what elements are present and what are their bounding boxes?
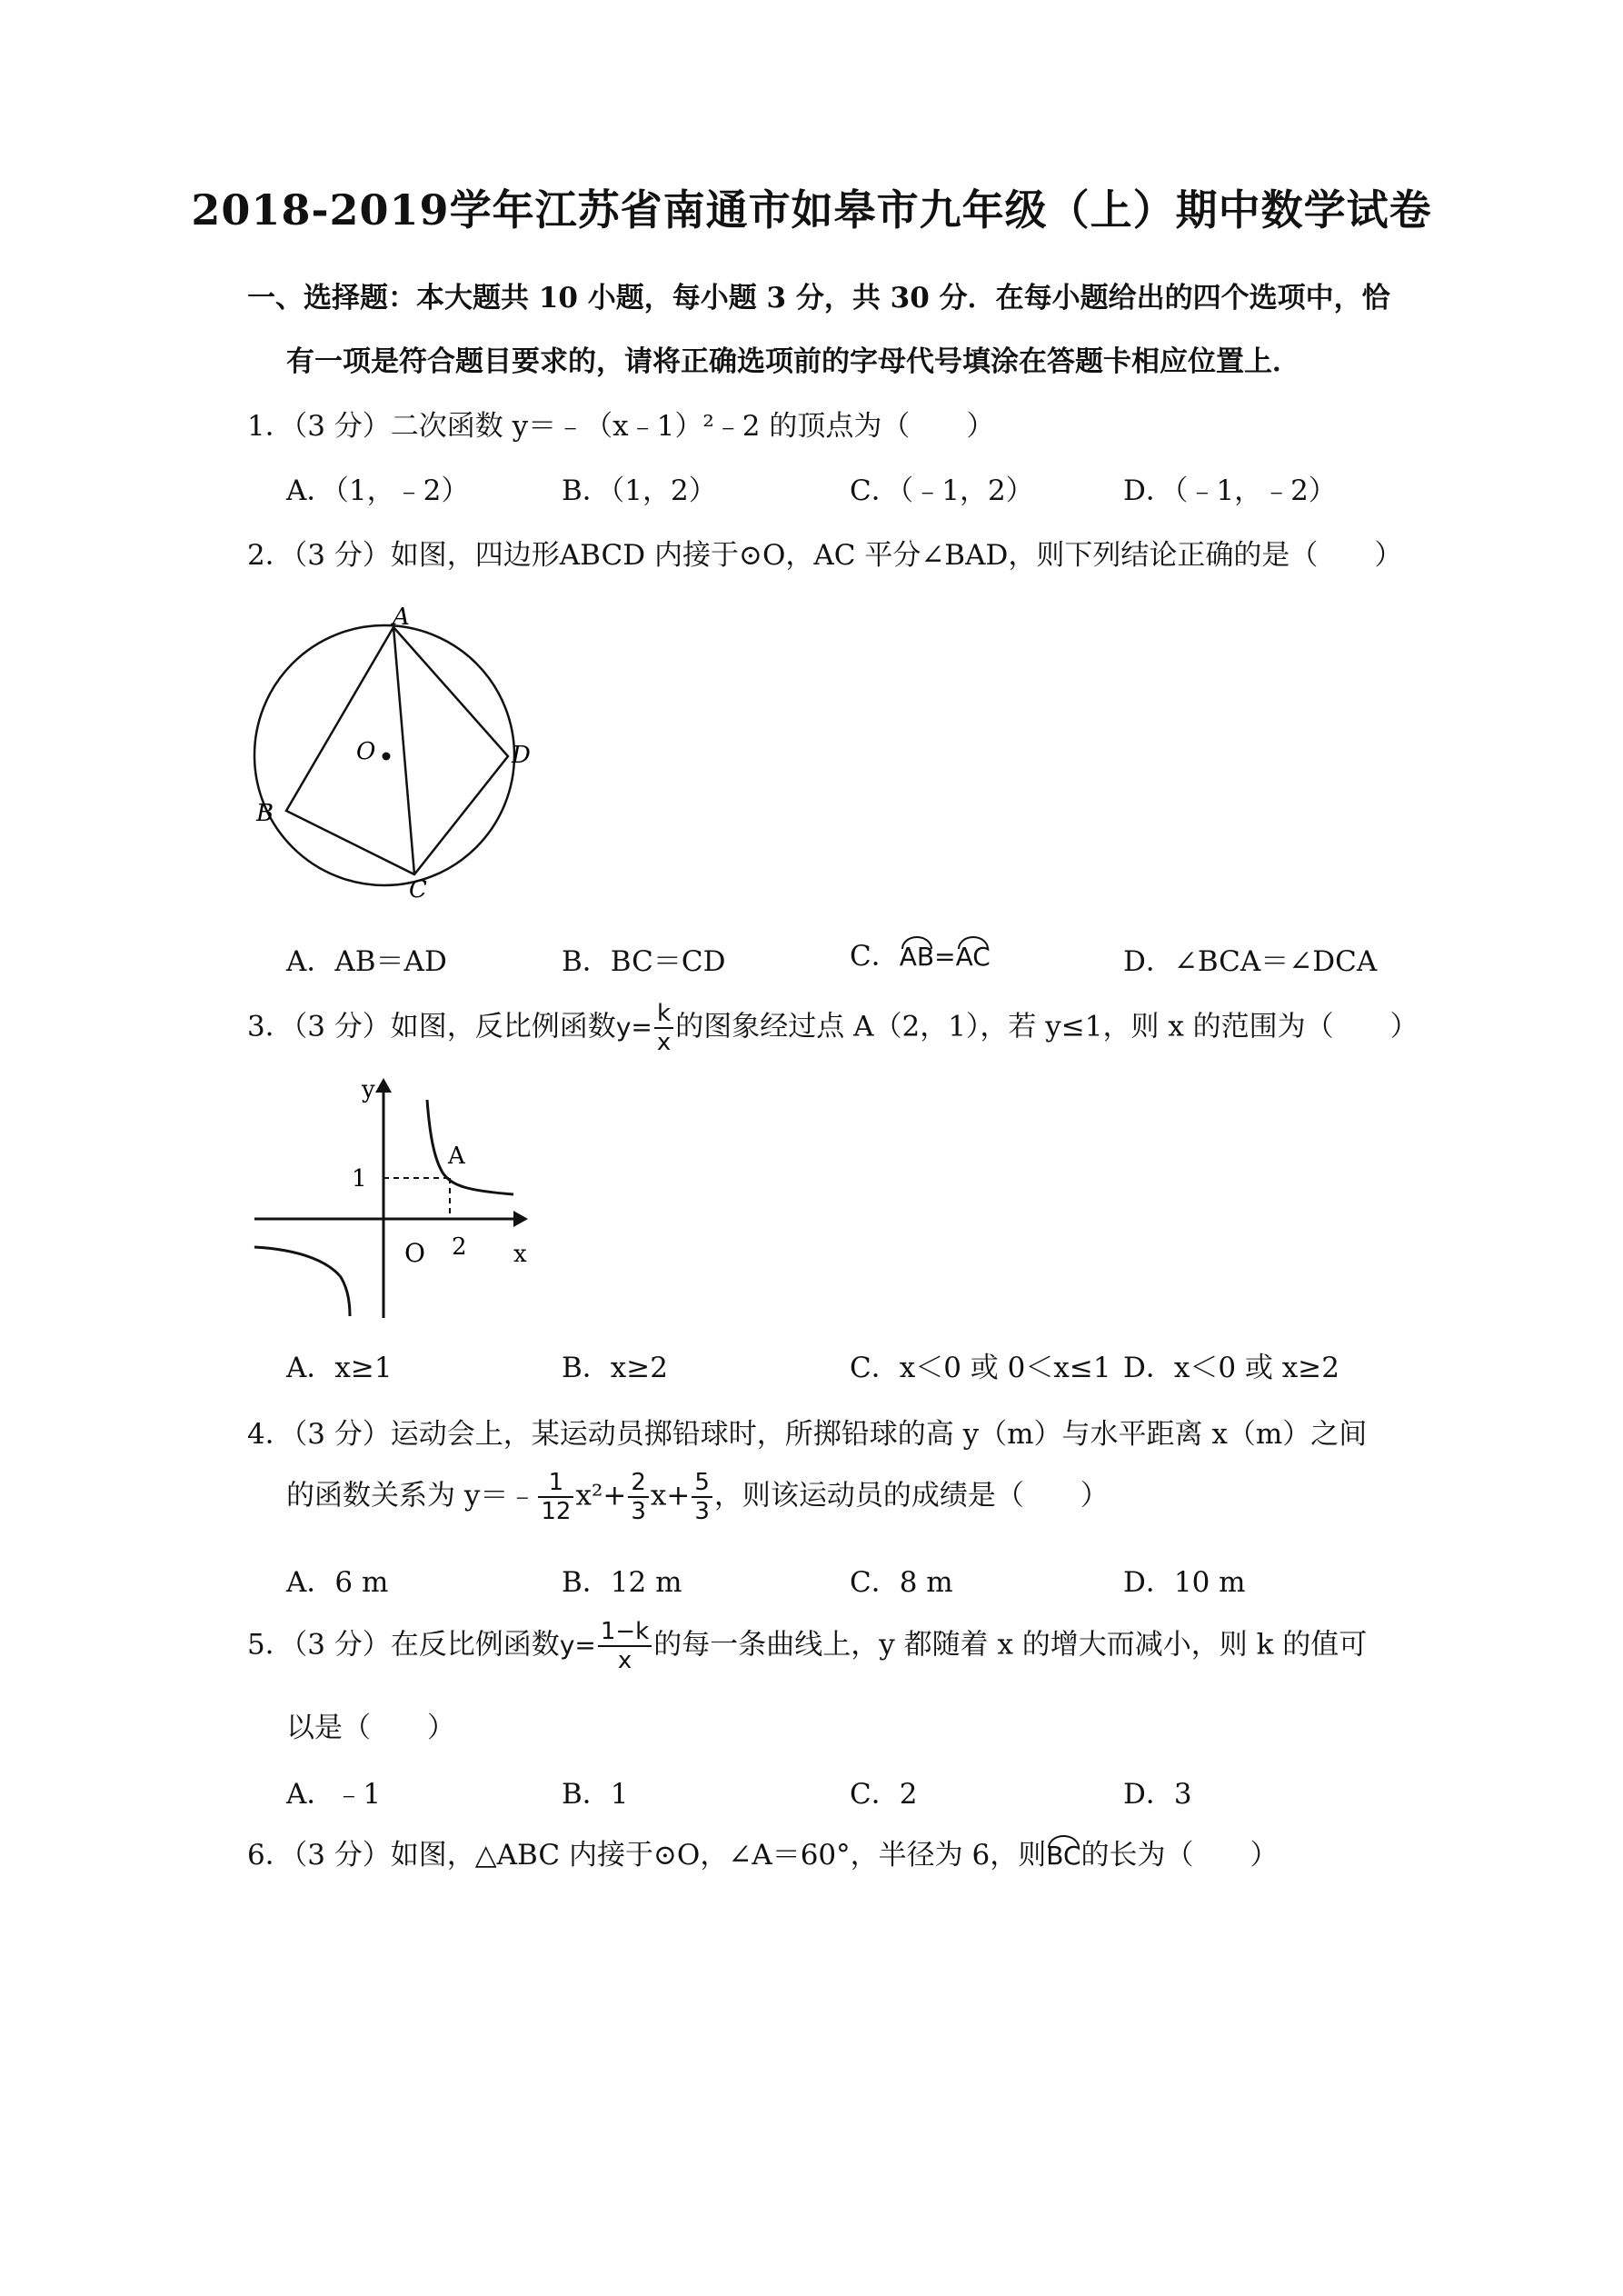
q3-option-c: C．x＜0 或 0＜x≤1	[850, 1352, 1111, 1384]
label-d: D	[512, 742, 531, 769]
fraction-k-over-x: $\frac{k}{x}$	[654, 1000, 673, 1056]
page-title: 2018-2019学年江苏省南通市如皋市九年级（上）期中数学试卷	[191, 185, 1432, 235]
q3-graph-figure	[250, 1073, 541, 1323]
q2-stem: 2．（3 分）如图，四边形ABCD 内接于⊙O，AC 平分∠BAD，则下列结论正确的是（ ）	[247, 539, 1403, 572]
q1-option-c: C．（﹣1，2）	[850, 474, 1034, 507]
origin-label: O	[404, 1238, 425, 1268]
q2-circle-figure	[245, 595, 545, 909]
tick-label-1: 1	[352, 1165, 367, 1193]
label-o: O	[356, 738, 376, 765]
q2-option-c: C．AB=AC	[850, 933, 991, 973]
q3-stem: 3．（3 分）如图，反比例函数y= $\frac{k}{x}$ 的图象经过点 A（2，1），若 y≤1，则 x 的范围为（ ）	[247, 1000, 1419, 1056]
q2-option-d: D．∠BCA＝∠DCA	[1123, 945, 1378, 978]
section-heading-line1: 一、选择题：本大题共 10 小题，每小题 3 分，共 30 分．在每小题给出的四个选项中，恰	[247, 282, 1390, 314]
y-axis-arrow	[375, 1078, 392, 1093]
label-b: B	[256, 800, 274, 827]
q4-option-b: B．12 m	[562, 1566, 682, 1599]
arc-ac: AC	[956, 936, 991, 972]
fraction-2-3: $\frac{2}{3}$	[628, 1469, 649, 1525]
q4-line2: 的函数关系为 y＝﹣ $\frac{1}{12}$ x²+ $\frac{2}{3}$ x+ $\frac{5}{3}$ ，则该运动员的成绩是（ ）	[286, 1469, 1109, 1525]
diagonal-ac	[393, 627, 414, 874]
x-axis-arrow	[513, 1211, 528, 1227]
fraction-1-12: $\frac{1}{12}$	[538, 1469, 573, 1525]
label-c: C	[409, 876, 427, 903]
q4-option-d: D．10 m	[1123, 1566, 1246, 1599]
q3-option-a: A．x≥1	[286, 1352, 393, 1384]
q2-option-b: B．BC＝CD	[562, 945, 726, 978]
q5-option-b: B．1	[562, 1778, 629, 1811]
q1-option-a: A．（1，﹣2）	[286, 474, 470, 507]
arc-bc: BC	[1046, 1835, 1080, 1871]
center-point	[383, 753, 391, 761]
label-a: A	[393, 604, 410, 631]
q6-stem: 6．（3 分）如图，△ABC 内接于⊙O，∠A＝60°，半径为 6，则BC的长为（ ）	[247, 1832, 1279, 1872]
section-heading-line2: 有一项是符合题目要求的，请将正确选项前的字母代号填涂在答题卡相应位置上．	[286, 345, 1300, 378]
x-axis-label: x	[513, 1241, 527, 1268]
hyperbola-branch-left	[254, 1247, 350, 1316]
q5-option-a: A．﹣1	[286, 1778, 382, 1811]
q4-option-a: A．6 m	[286, 1566, 389, 1599]
tick-label-2: 2	[452, 1233, 467, 1261]
hyperbola-branch-right	[427, 1100, 513, 1194]
point-a-label: A	[448, 1143, 465, 1170]
q4-option-c: C．8 m	[850, 1566, 953, 1599]
q3-option-b: B．x≥2	[562, 1352, 668, 1384]
y-axis-label: y	[362, 1076, 375, 1103]
arc-ab: AB	[900, 936, 934, 972]
q5-option-c: C．2	[850, 1778, 918, 1811]
q3-option-d: D．x＜0 或 x≥2	[1123, 1352, 1339, 1384]
fraction-1-minus-k-over-x: $\frac{1-k}{x}$	[598, 1618, 652, 1674]
q4-line1: 4．（3 分）运动会上，某运动员掷铅球时，所掷铅球的高 y（m）与水平距离 x（m）之间	[247, 1418, 1368, 1451]
q1-option-d: D．（﹣1，﹣2）	[1123, 474, 1337, 507]
q2-option-a: A．AB＝AD	[286, 945, 447, 978]
q5-line2: 以是（ ）	[286, 1712, 455, 1744]
q1-stem: 1．（3 分）二次函数 y＝﹣（x﹣1）²﹣2 的顶点为（ ）	[247, 410, 995, 443]
q5-option-d: D．3	[1123, 1778, 1192, 1811]
fraction-5-3: $\frac{5}{3}$	[692, 1469, 712, 1525]
q5-line1: 5．（3 分）在反比例函数y= $\frac{1-k}{x}$ 的每一条曲线上，y 都随着 x 的增大而减小，则 k 的值可	[247, 1618, 1368, 1674]
q1-option-b: B．（1，2）	[562, 474, 717, 507]
